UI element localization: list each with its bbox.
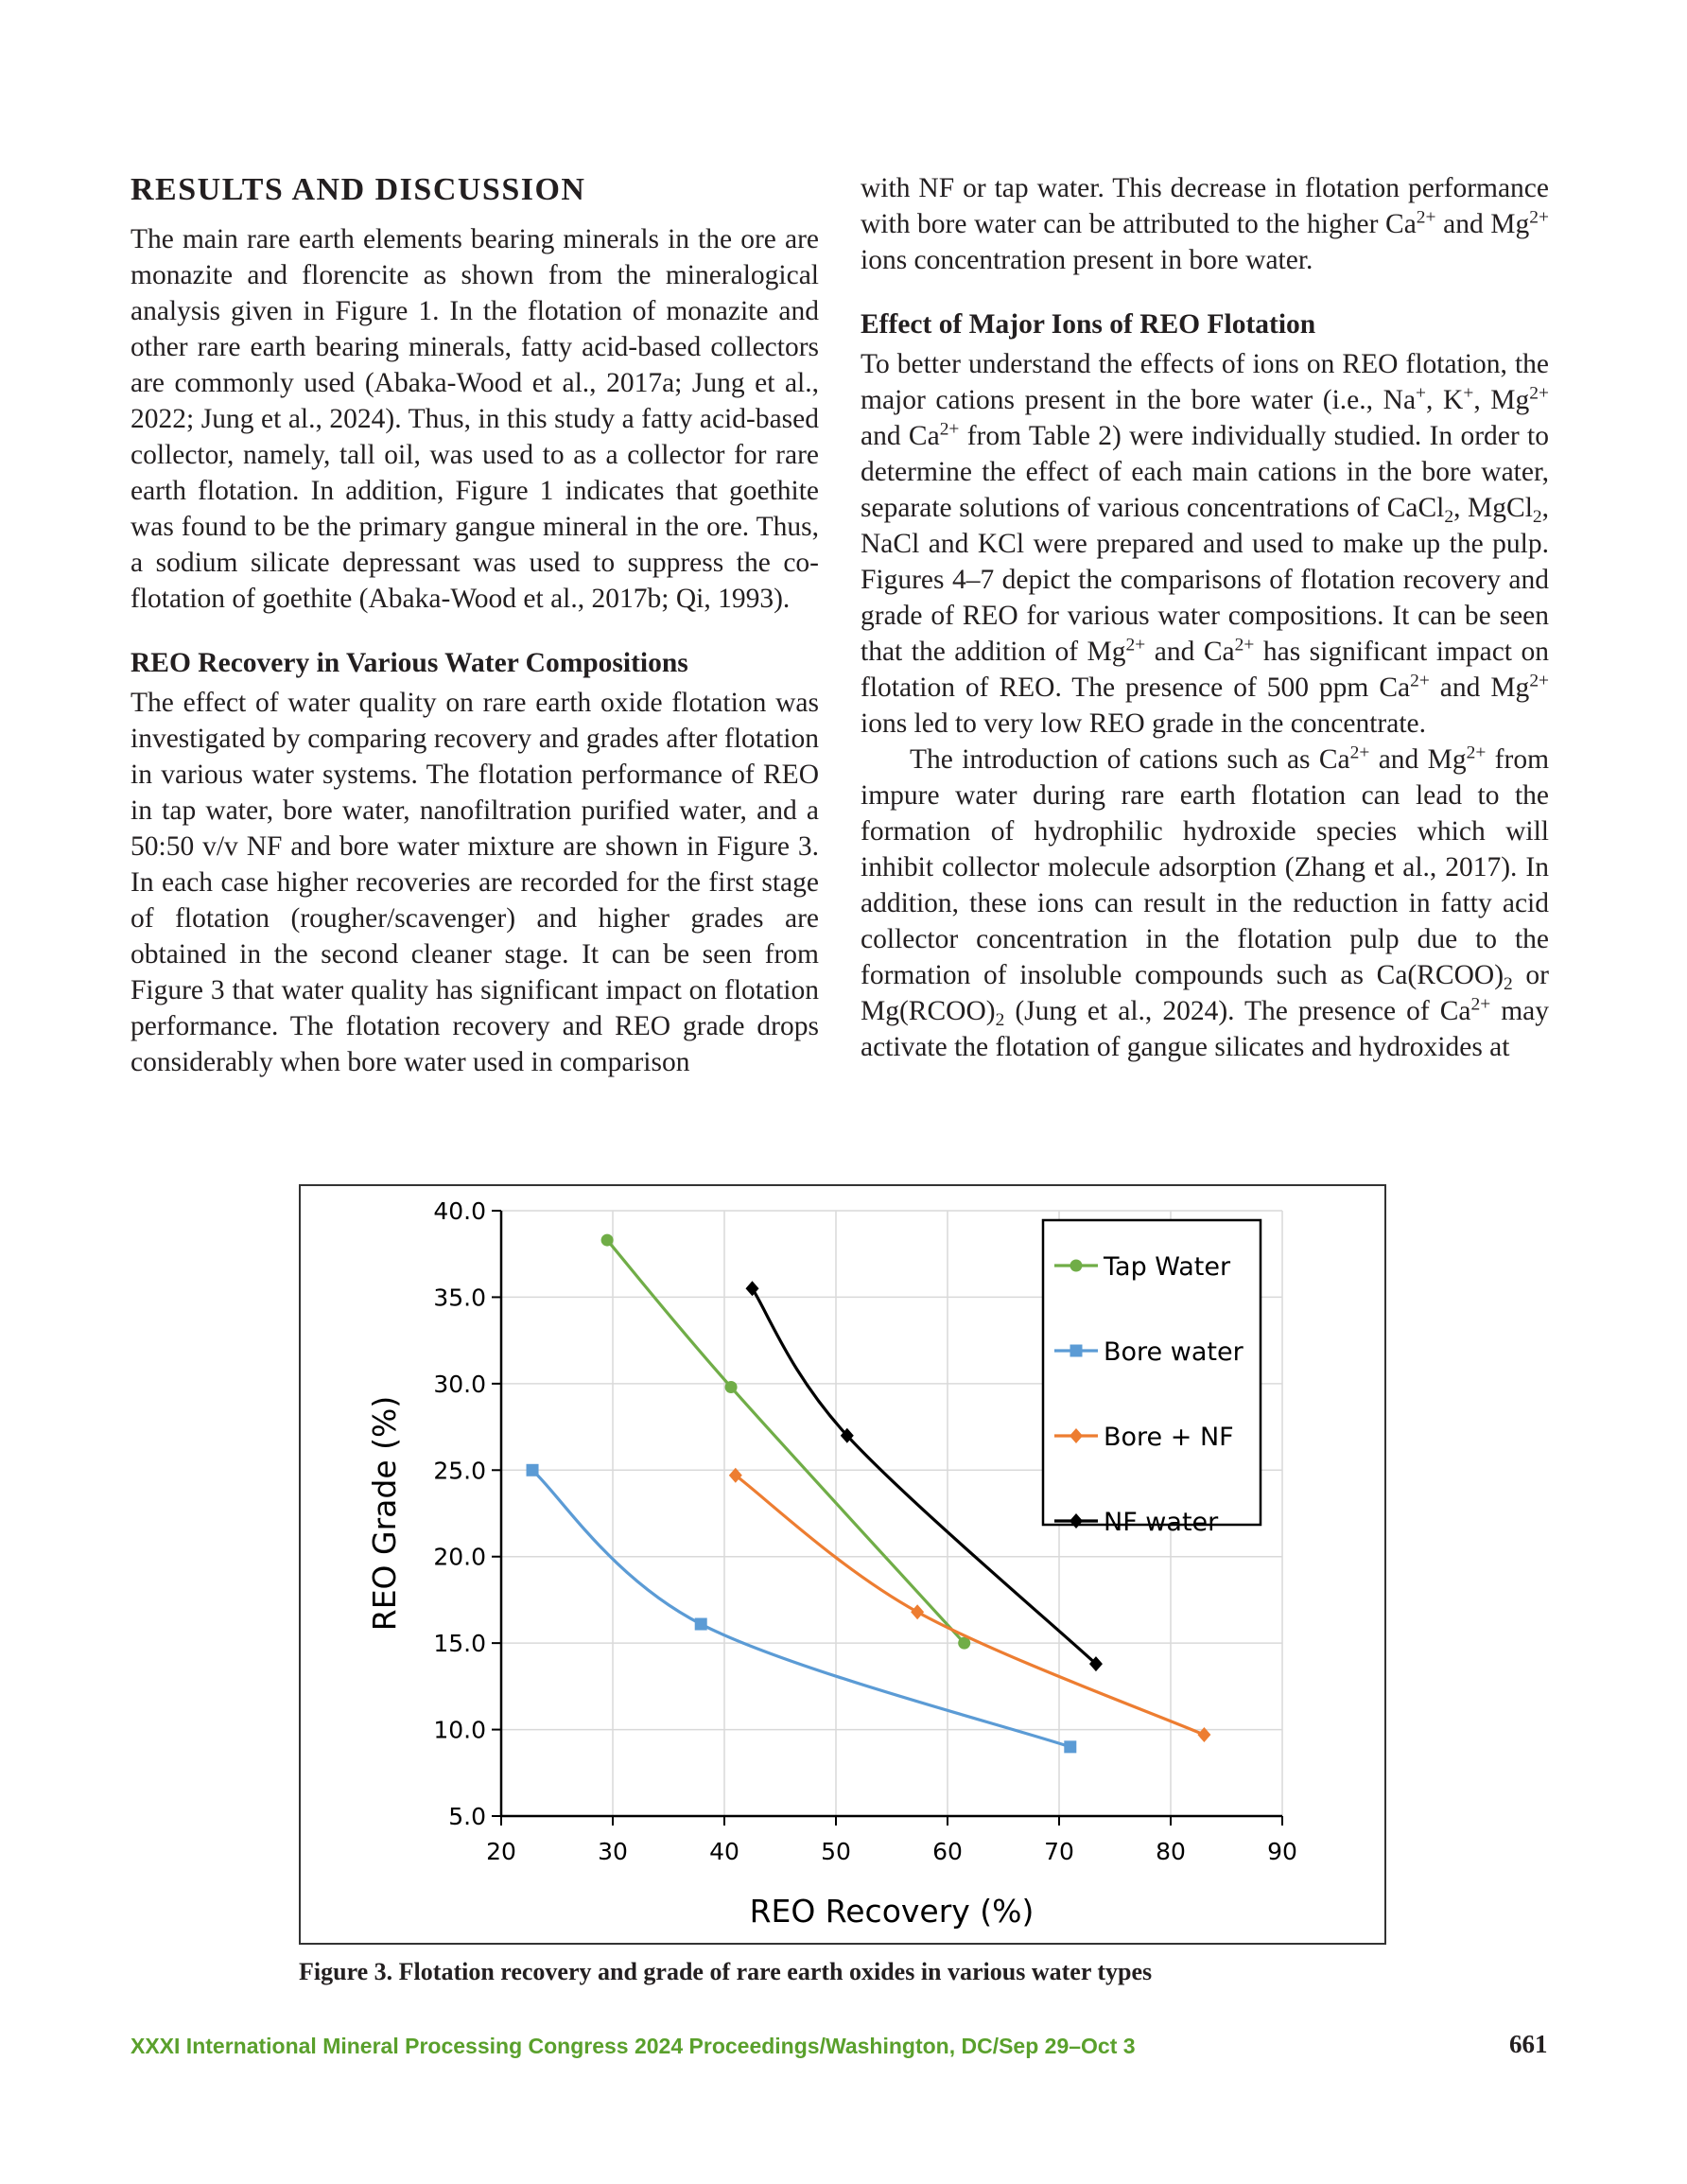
paragraph-intro: The main rare earth elements bearing minerals in the ore are monazite and florencite as shown from the mineralogical analysis given in Figure 1. In the flotation of monazite and other rare earth bearing minerals, fatty acid-based collectors are commonly used (Abaka-Wood et al., 2017a; Jung et al., 2022; Jung et al., 2024). Thus, in this study a fatty acid-based collector, namely, tall oil, was used to as a collector for rare earth flotation. In addition, Figure 1 indicates that goethite was found to be the primary gangue mineral in the ore. Thus, a sodium silicate depressant was used to suppress the co-flotation of goethite (Abaka-Wood et al., 2017b; Qi, 1993).	[130, 224, 819, 614]
page-number: 661	[1509, 2030, 1548, 2058]
paragraph-water-quality: The effect of water quality on rare earth oxide flotation was investigated by comparing recovery and grades after flotation in various water systems. The flotation performance of REO in tap water, bore water, nanofiltration purified water, and a 50:50 v/v NF and bore water mixture are shown in Figure 3. In each case higher recoveries are recorded for the first stage of flotation (rougher/scavenger) and higher grades are obtained in the second cleaner stage. It can be seen from Figure 3 that water quality has significant impact on flotation performance. The flotation recovery and REO grade drops considerably when bore water used in comparison	[130, 688, 819, 1077]
figure-caption: Figure 3. Flotation recovery and grade of rare earth oxides in various water types	[299, 1958, 1153, 1985]
x-tick-label: 30	[598, 1838, 628, 1865]
subsection-heading-reo-recovery: REO Recovery in Various Water Compositions	[130, 648, 688, 678]
legend-label-nf-water: NF water	[1104, 1508, 1219, 1537]
data-point-tap-water	[601, 1234, 614, 1247]
figure-3-chart	[299, 1184, 1386, 1945]
paragraph-major-ions: To better understand the effects of ions on REO flotation, the major cations present in the bore water (i.e., Na+, K+, $Mg^{2+}$ and $Ca^{2+}$ from Table 2) were individually studied. In order to determine the effect of each main cations in the bore water, separate solutions of various concentrations of CaCl$_2$, MgCl$_2$, NaCl and KCl were prepared and used to make up the pulp. Figures 4–7 depict the comparisons of flotation recovery and grade of REO for various water compositions. It can be seen that the addition of $Mg^{2+}$ and $Ca^{2+}$ has significant impact on flotation of REO. The presence of 500 ppm $Ca^{2+}$ and $Mg^{2+}$ ions led to very low REO grade in the concentrate.	[861, 349, 1550, 739]
paragraph-continuation: with NF or tap water. This decrease in flotation performance with bore water can be attributed to the higher $Ca^{2+}$ and $Mg^{2+}$ ions concentration present in bore water.	[861, 173, 1549, 275]
legend-label-bore-nf: Bore + NF	[1104, 1423, 1234, 1452]
x-tick-label: 60	[932, 1838, 963, 1865]
y-tick-label: 10.0	[433, 1716, 486, 1744]
x-tick-label: 70	[1044, 1838, 1074, 1865]
chart-svg	[301, 1186, 1384, 1943]
x-tick-label: 40	[709, 1838, 739, 1865]
left-column	[130, 170, 819, 1080]
legend-marker-bore-water	[1070, 1345, 1083, 1357]
x-tick-label: 80	[1156, 1838, 1186, 1865]
section-heading: RESULTS AND DISCUSSION	[130, 172, 586, 207]
footer-text: XXXI International Mineral Processing Congress 2024 Proceedings/Washington, DC/Sep 29–Oct 3	[130, 2034, 1136, 2058]
data-point-bore-nf	[911, 1604, 924, 1619]
y-tick-label: 30.0	[433, 1370, 486, 1398]
paragraph-cations: The introduction of cations such as $Ca^{2+}$ and $Mg^{2+}$ from impure water during rare earth flotation can lead to the formation of hydrophilic hydroxide species which will inhibit collector molecule adsorption (Zhang et al., 2017). In addition, these ions can result in the reduction in fatty acid collector concentration in the flotation pulp due to the formation of insoluble compounds such as $Ca(RCOO)_2$ or $Mg(RCOO)_2$ (Jung et al., 2024). The presence of $Ca^{2+}$ may activate the flotation of gangue silicates and hydroxides at	[861, 743, 1550, 1062]
y-tick-label: 5.0	[448, 1803, 486, 1830]
x-axis-title: REO Recovery (%)	[749, 1893, 1035, 1930]
data-point-bore-water	[1064, 1740, 1076, 1753]
data-point-bore-water	[527, 1464, 539, 1476]
legend-label-tap-water: Tap Water	[1104, 1252, 1231, 1282]
legend-marker-tap-water	[1070, 1260, 1083, 1272]
y-tick-label: 20.0	[433, 1543, 486, 1571]
y-tick-label: 40.0	[433, 1197, 486, 1225]
x-tick-label: 50	[821, 1838, 851, 1865]
series-line-tap-water	[607, 1240, 965, 1643]
y-tick-label: 35.0	[433, 1284, 486, 1312]
right-column	[861, 170, 1549, 1065]
x-tick-label: 90	[1267, 1838, 1297, 1865]
y-tick-label: 25.0	[433, 1457, 486, 1485]
data-point-bore-water	[695, 1618, 707, 1631]
y-tick-label: 15.0	[433, 1630, 486, 1658]
x-tick-label: 20	[486, 1838, 516, 1865]
subsection-heading-major-ions: Effect of Major Ions of REO Flotation	[861, 309, 1316, 340]
data-point-tap-water	[725, 1381, 738, 1393]
legend-label-bore-water: Bore water	[1104, 1337, 1244, 1367]
y-axis-title: REO Grade (%)	[366, 1395, 403, 1632]
